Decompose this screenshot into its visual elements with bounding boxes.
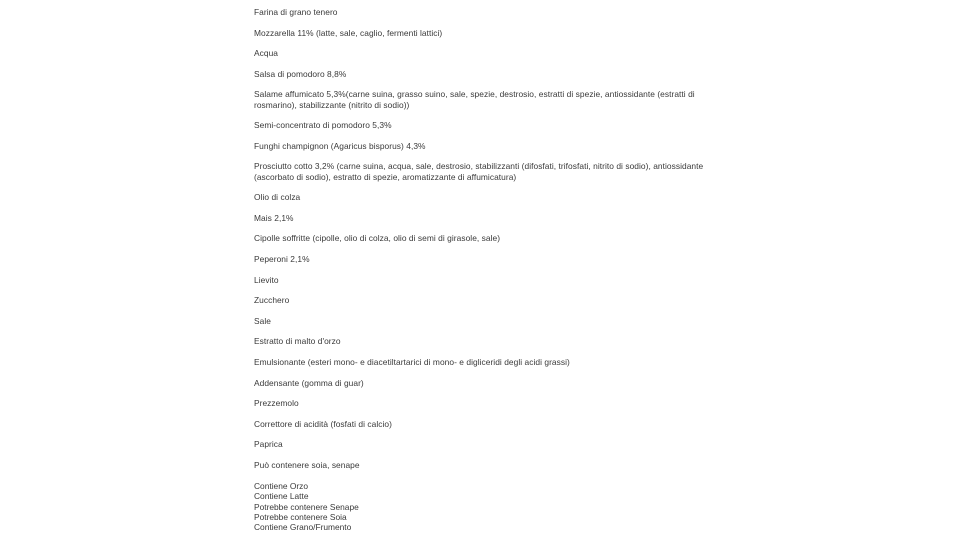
ingredient-item: Emulsionante (esteri mono- e diacetiltartarici di mono- e digliceridi degli acidi grassi) — [254, 356, 570, 367]
ingredient-item: Salsa di pomodoro 8,8% — [254, 68, 347, 79]
ingredient-item: Lievito — [254, 274, 279, 285]
ingredient-item: Può contenere soia, senape — [254, 459, 360, 470]
ingredient-item: Correttore di acidità (fosfati di calcio) — [254, 418, 392, 429]
ingredient-item: Paprica — [254, 439, 283, 450]
ingredient-item: Cipolle soffritte (cipolle, olio di colza, olio di semi di girasole, sale) — [254, 233, 501, 244]
ingredient-item: Prosciutto cotto 3,2% (carne suina, acqua, sale, destrosio, stabilizzanti (difosfati, trifosfati, nitrito di sodio), antiossidante (ascorbato di sodio), estratto di spezie, aromatizzante di affumicatura) — [254, 161, 704, 182]
allergen-item: Contiene Grano/Frumento — [254, 522, 352, 533]
allergen-item: Potrebbe contenere Senape — [254, 501, 359, 512]
allergen-item: Contiene Orzo — [254, 481, 308, 491]
ingredient-item: Peperoni 2,1% — [254, 253, 310, 264]
ingredient-item: Mais 2,1% — [254, 212, 294, 223]
allergen-item: Contiene Latte — [254, 491, 309, 502]
ingredients-list — [254, 7, 724, 480]
ingredient-item: Estratto di malto d'orzo — [254, 336, 341, 347]
ingredient-item: Salame affumicato 5,3%(carne suina, grasso suino, sale, spezie, destrosio, estratti di spezie, antiossidante (estratti di rosmarino), stabilizzante (nitrito di sodio)) — [254, 89, 695, 110]
ingredient-item: Prezzemolo — [254, 398, 299, 409]
ingredient-item: Sale — [254, 315, 271, 326]
ingredient-item: Funghi champignon (Agaricus bisporus) 4,3% — [254, 140, 426, 151]
ingredient-item: Acqua — [254, 48, 278, 59]
ingredient-item: Olio di colza — [254, 192, 301, 203]
ingredient-item: Semi-concentrato di pomodoro 5,3% — [254, 120, 392, 131]
ingredient-item: Mozzarella 11% (latte, sale, caglio, fermenti lattici) — [254, 27, 443, 38]
ingredient-item: Addensante (gomma di guar) — [254, 377, 364, 388]
allergen-item: Potrebbe contenere Soia — [254, 511, 347, 522]
ingredient-item: Zucchero — [254, 295, 290, 306]
ingredient-item: Farina di grano tenero — [254, 7, 338, 17]
allergen-list — [254, 481, 724, 532]
